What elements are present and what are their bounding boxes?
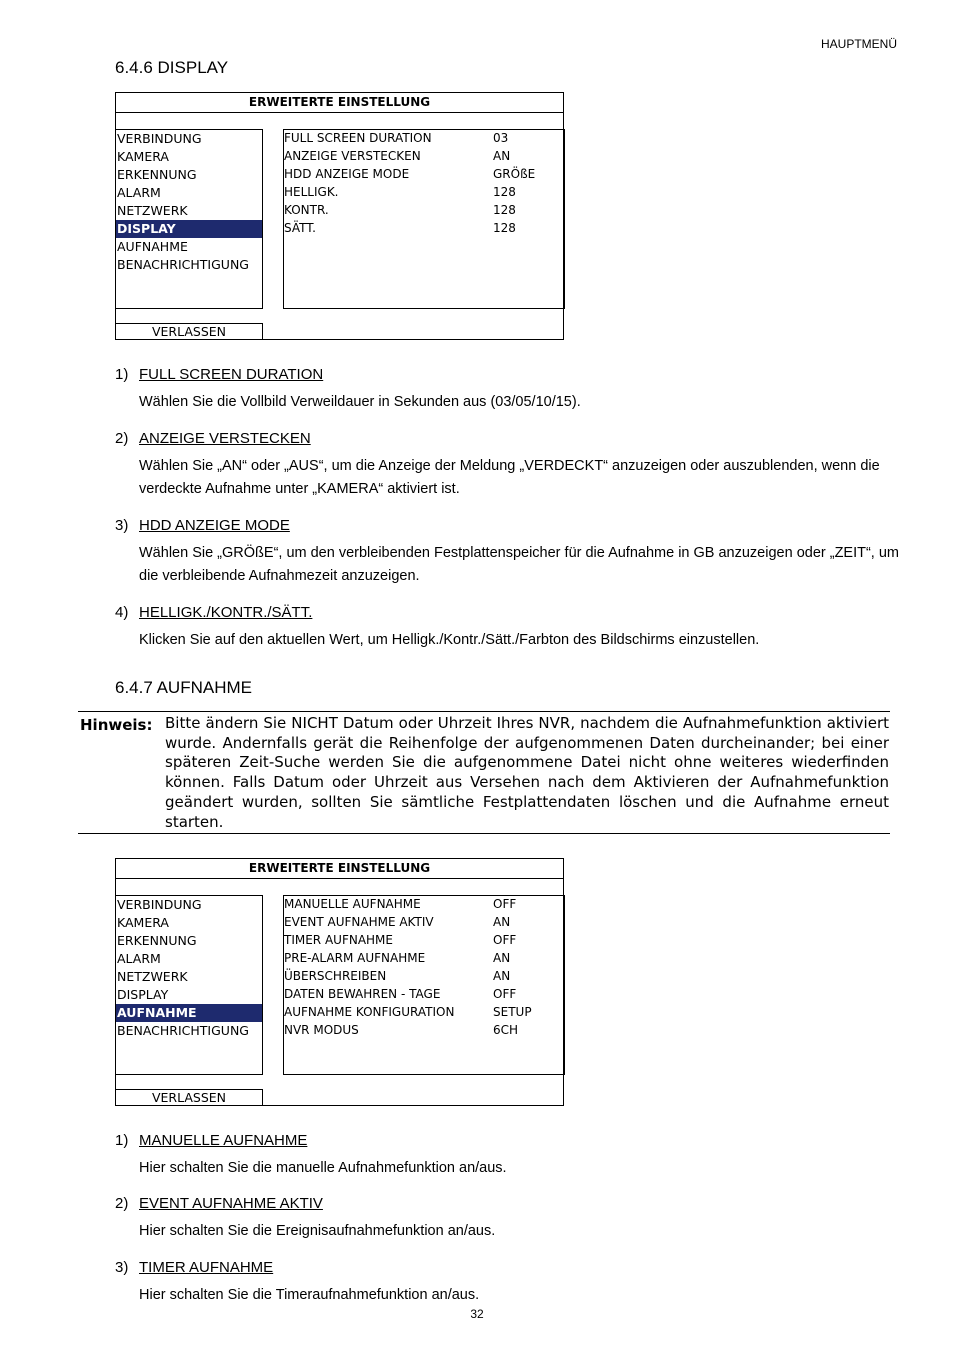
setting-label: SÄTT. xyxy=(284,221,316,235)
setting-label: PRE-ALARM AUFNAHME xyxy=(284,951,426,965)
setting-row-kontr[interactable] xyxy=(284,202,564,220)
item-title: FULL SCREEN DURATION xyxy=(139,366,324,383)
setting-label: AUFNAHME KONFIGURATION xyxy=(284,1005,455,1019)
menu-item-alarm[interactable]: ALARM xyxy=(117,951,161,966)
item-title: HELLIGK./KONTR./SÄTT. xyxy=(139,604,313,621)
menu-item-alarm[interactable]: ALARM xyxy=(117,185,161,200)
settings-dialog-display xyxy=(115,92,564,340)
item-number: 2) xyxy=(115,1195,129,1212)
section-heading-aufnahme: 6.4.7 AUFNAHME xyxy=(115,678,252,697)
item-description: Hier schalten Sie die Timeraufnahmefunktion an/aus. xyxy=(139,1287,480,1303)
setting-row-saett[interactable] xyxy=(284,220,564,238)
setting-value[interactable]: OFF xyxy=(493,933,517,947)
setting-row-anzeige-verstecken[interactable] xyxy=(284,148,564,166)
setting-value[interactable]: AN xyxy=(493,149,511,163)
settings-menu xyxy=(116,895,263,1075)
page-number: 32 xyxy=(470,1307,484,1321)
setting-value[interactable]: OFF xyxy=(493,897,517,911)
settings-list xyxy=(283,895,565,1075)
item-description: Klicken Sie auf den aktuellen Wert, um Helligk./Kontr./Sätt./Farbton des Bildschirms einzustellen. xyxy=(139,632,760,648)
menu-item-netzwerk[interactable]: NETZWERK xyxy=(117,203,188,218)
note-text: Bitte ändern Sie NICHT Datum oder Uhrzeit Ihres NVR, nachdem die Aufnahmefunktion aktiviert wurde. Andernfalls gerät die Reihenfolge der aufgenommenen Daten durcheinander; bei einer späteren Zeit-Suche werden Sie die aufgenommene Datei nicht ohne weiteres wiederfinden können. Falls Datum oder Uhrzeit aus Versehen nach dem Aktivieren der Aufnahmefunktion geändert wurden, sollten Sie sämtliche Festplattendaten löschen und die Aufnahme erneut starten. xyxy=(165,714,889,831)
menu-item-kamera[interactable]: KAMERA xyxy=(117,149,169,164)
item-heading xyxy=(115,1195,323,1212)
item-heading xyxy=(115,1132,307,1149)
settings-menu xyxy=(116,129,263,309)
menu-item-erkennung[interactable]: ERKENNUNG xyxy=(117,167,197,182)
setting-row-manuelle-aufnahme[interactable] xyxy=(284,896,564,914)
setting-row-aufnahme-konfiguration[interactable] xyxy=(284,1004,564,1022)
setting-row-hdd-anzeige-mode[interactable] xyxy=(284,166,564,184)
menu-item-benachrichtigung[interactable]: BENACHRICHTIGUNG xyxy=(117,1023,249,1038)
setting-label: EVENT AUFNAHME AKTIV xyxy=(284,915,434,929)
item-description: Hier schalten Sie die Ereignisaufnahmefunktion an/aus. xyxy=(139,1223,496,1239)
note-box xyxy=(78,711,890,834)
menu-item-aufnahme[interactable]: AUFNAHME xyxy=(117,239,188,254)
setting-label: KONTR. xyxy=(284,203,329,217)
item-number: 1) xyxy=(115,1132,129,1149)
dialog-title: ERWEITERTE EINSTELLUNG xyxy=(116,859,563,879)
setting-row-helligk[interactable] xyxy=(284,184,564,202)
setting-value[interactable]: 128 xyxy=(493,203,516,217)
setting-row-event-aufnahme-aktiv[interactable] xyxy=(284,914,564,932)
item-heading xyxy=(115,1259,273,1276)
item-number: 1) xyxy=(115,366,129,383)
setting-label: NVR MODUS xyxy=(284,1023,359,1037)
setting-row-daten-bewahren[interactable] xyxy=(284,986,564,1004)
setting-value[interactable]: GRÖßE xyxy=(493,167,536,181)
setting-label: FULL SCREEN DURATION xyxy=(284,131,432,145)
setting-value[interactable]: AN xyxy=(493,915,511,929)
item-number: 4) xyxy=(115,604,129,621)
setting-row-pre-alarm-aufnahme[interactable] xyxy=(284,950,564,968)
item-heading xyxy=(115,517,290,534)
item-heading xyxy=(115,604,312,621)
setting-value[interactable]: OFF xyxy=(493,987,517,1001)
settings-list xyxy=(283,129,565,309)
setting-label: ÜBERSCHREIBEN xyxy=(284,969,387,983)
exit-button[interactable]: VERLASSEN xyxy=(116,323,263,340)
menu-item-erkennung[interactable]: ERKENNUNG xyxy=(117,933,197,948)
setting-label: DATEN BEWAHREN - TAGE xyxy=(284,987,441,1001)
setting-value[interactable]: 128 xyxy=(493,221,516,235)
item-heading xyxy=(115,430,311,447)
setting-label: TIMER AUFNAHME xyxy=(284,933,393,947)
exit-button[interactable]: VERLASSEN xyxy=(116,1089,263,1106)
menu-item-verbindung[interactable]: VERBINDUNG xyxy=(117,897,202,912)
item-description: Wählen Sie „GRÖßE“, um den verbleibenden Festplattenspeicher für die Aufnahme in GB anzuzeigen oder „ZEIT“, um die verbleibende Aufnahmezeit anzuzeigen. xyxy=(139,545,900,584)
item-number: 3) xyxy=(115,1259,129,1276)
setting-value[interactable]: 6CH xyxy=(493,1023,519,1037)
setting-label: MANUELLE AUFNAHME xyxy=(284,897,421,911)
item-description: Wählen Sie die Vollbild Verweildauer in Sekunden aus (03/05/10/15). xyxy=(139,394,581,410)
item-description: Hier schalten Sie die manuelle Aufnahmefunktion an/aus. xyxy=(139,1160,507,1176)
setting-value[interactable]: AN xyxy=(493,969,511,983)
menu-item-display[interactable]: DISPLAY xyxy=(116,220,262,238)
item-number: 3) xyxy=(115,517,129,534)
setting-label: ANZEIGE VERSTECKEN xyxy=(284,149,421,163)
menu-item-verbindung[interactable]: VERBINDUNG xyxy=(117,131,202,146)
item-title: ANZEIGE VERSTECKEN xyxy=(139,430,311,447)
item-title: MANUELLE AUFNAHME xyxy=(139,1132,308,1149)
dialog-title: ERWEITERTE EINSTELLUNG xyxy=(116,93,563,113)
setting-label: HDD ANZEIGE MODE xyxy=(284,167,410,181)
menu-item-netzwerk[interactable]: NETZWERK xyxy=(117,969,188,984)
menu-item-display[interactable]: DISPLAY xyxy=(117,987,169,1002)
menu-item-aufnahme[interactable]: AUFNAHME xyxy=(116,1004,262,1022)
setting-value[interactable]: AN xyxy=(493,951,511,965)
setting-label: HELLIGK. xyxy=(284,185,339,199)
item-description: Wählen Sie „AN“ oder „AUS“, um die Anzeige der Meldung „VERDECKT“ anzuzeigen oder auszublenden, wenn die verdeckte Aufnahme unter „KAMERA“ aktiviert ist. xyxy=(139,458,880,497)
item-title: HDD ANZEIGE MODE xyxy=(139,517,290,534)
item-title: EVENT AUFNAHME AKTIV xyxy=(139,1195,323,1212)
note-label: Hinweis: xyxy=(80,716,153,734)
menu-item-kamera[interactable]: KAMERA xyxy=(117,915,169,930)
section-heading-display: 6.4.6 DISPLAY xyxy=(115,58,229,77)
item-number: 2) xyxy=(115,430,129,447)
setting-value[interactable]: SETUP xyxy=(493,1005,532,1019)
setting-row-ueberschreiben[interactable] xyxy=(284,968,564,986)
setting-row-nvr-modus[interactable] xyxy=(284,1022,564,1040)
setting-value[interactable]: 03 xyxy=(493,131,509,145)
item-heading xyxy=(115,366,323,383)
running-header: HAUPTMENÜ xyxy=(820,37,897,51)
setting-row-timer-aufnahme[interactable] xyxy=(284,932,564,950)
setting-value[interactable]: 128 xyxy=(493,185,516,199)
menu-item-benachrichtigung[interactable]: BENACHRICHTIGUNG xyxy=(117,257,249,272)
setting-row-full-screen-duration[interactable] xyxy=(284,130,564,148)
settings-dialog-aufnahme xyxy=(115,858,564,1106)
item-title: TIMER AUFNAHME xyxy=(139,1259,274,1276)
